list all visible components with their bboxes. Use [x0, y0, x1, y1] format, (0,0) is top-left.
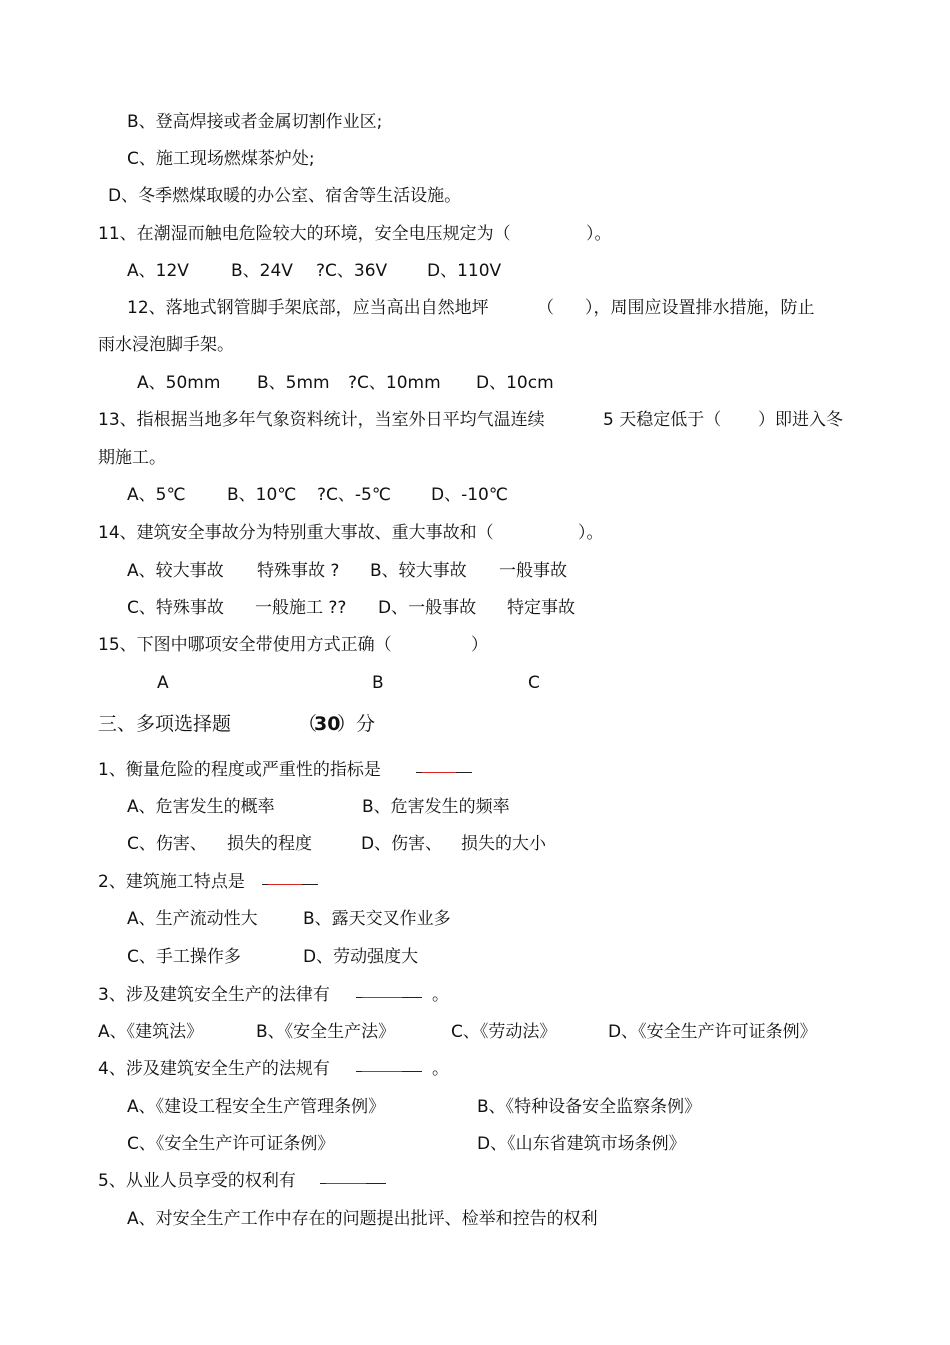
q15-stem: 15、下图中哪项安全带使用方式正确（ — [98, 635, 392, 655]
q13-stem: 13、指根据当地多年气象资料统计，当室外日平均气温连续 — [98, 410, 545, 430]
q12-option-c: ?C、10mm — [348, 373, 441, 393]
q14-option-b-1: B、较大事故 — [370, 561, 467, 581]
m2-option-d: D、劳动强度大 — [303, 947, 419, 967]
q12-option-d: D、10cm — [476, 373, 554, 393]
m4-option-a: A、《建设工程安全生产管理条例》 — [127, 1097, 386, 1117]
q13-option-c: ?C、-5℃ — [317, 485, 391, 505]
q11-option-b: B、24V — [231, 261, 293, 281]
q10-option-b: B、登高焊接或者金属切割作业区; — [127, 112, 383, 132]
m2-option-b: B、露天交叉作业多 — [303, 909, 451, 929]
q15-label-c: C — [528, 673, 540, 693]
m2-stem: 2、建筑施工特点是 — [98, 872, 245, 892]
q15-label-a: A — [157, 673, 169, 693]
q11-option-d: D、110V — [427, 261, 502, 281]
q12-stem-line2: 雨水浸泡脚手架。 — [98, 335, 234, 355]
q13-option-b: B、10℃ — [227, 485, 297, 505]
q14-option-b-2: 一般事故 — [499, 561, 567, 581]
m3-option-c: C、《劳动法》 — [451, 1022, 557, 1042]
q14-option-a-1: A、较大事故 — [127, 561, 224, 581]
q15-paren-close: ） — [471, 635, 488, 655]
m4-option-b: B、《特种设备安全监察条例》 — [477, 1097, 702, 1117]
q14-stem: 14、建筑安全事故分为特别重大事故、重大事故和（ — [98, 523, 494, 543]
m4-stem: 4、涉及建筑安全生产的法规有 — [98, 1059, 330, 1079]
section-three-paren-open: （ — [298, 713, 318, 735]
q13-option-d: D、-10℃ — [431, 485, 508, 505]
q14-option-d-1: D、一般事故 — [378, 598, 477, 618]
m1-option-c-2: 损失的程度 — [227, 834, 312, 854]
q13-stem-line2: 期施工。 — [98, 448, 166, 468]
m2-option-a: A、生产流动性大 — [127, 909, 258, 929]
section-three-title: 三、多项选择题 — [98, 713, 232, 735]
m1-answer-blank — [416, 759, 472, 781]
m4-option-d: D、《山东省建筑市场条例》 — [477, 1134, 686, 1154]
q12-paren-open: （ — [537, 298, 554, 318]
q11-option-c: ?C、36V — [316, 261, 388, 281]
m2-option-c: C、手工操作多 — [127, 947, 241, 967]
m1-option-c-1: C、伤害、 — [127, 834, 207, 854]
m1-option-b: B、危害发生的频率 — [362, 797, 510, 817]
m2-answer-blank — [262, 871, 318, 893]
m3-answer-blank — [356, 984, 422, 1006]
m4-answer-blank — [356, 1058, 422, 1080]
m5-answer-blank — [320, 1170, 386, 1192]
q12-stem-rest: ），周围应设置排水措施，防止 — [585, 298, 815, 318]
q15-label-b: B — [372, 673, 384, 693]
q12-option-b: B、5mm — [257, 373, 330, 393]
m3-option-a: A、《建筑法》 — [98, 1022, 204, 1042]
m1-option-a: A、危害发生的概率 — [127, 797, 275, 817]
m1-option-d-1: D、伤害、 — [361, 834, 443, 854]
q13-stem-part3: ）即进入冬 — [758, 410, 843, 430]
m3-option-d: D、《安全生产许可证条例》 — [608, 1022, 817, 1042]
m4-option-c: C、《安全生产许可证条例》 — [127, 1134, 335, 1154]
q14-option-c-1: C、特殊事故 — [127, 598, 224, 618]
m3-option-b: B、《安全生产法》 — [256, 1022, 396, 1042]
q14-option-d-2: 特定事故 — [507, 598, 575, 618]
q10-option-c: C、施工现场燃煤茶炉处; — [127, 149, 315, 169]
q13-stem-part2: 5 天稳定低于（ — [603, 410, 722, 430]
m3-stem: 3、涉及建筑安全生产的法律有 — [98, 985, 330, 1005]
q14-option-a-2: 特殊事故 ? — [257, 561, 340, 581]
q11-stem: 11、在潮湿而触电危险较大的环境，安全电压规定为（ — [98, 224, 511, 244]
m1-option-d-2: 损失的大小 — [461, 834, 546, 854]
q14-option-c-2: 一般施工 ?? — [255, 598, 347, 618]
q12-stem: 12、落地式钢管脚手架底部，应当高出自然地坪 — [127, 298, 489, 318]
m1-stem: 1、衡量危险的程度或严重性的指标是 — [98, 760, 381, 780]
q12-option-a: A、50mm — [137, 373, 221, 393]
section-three-score: 30 — [314, 713, 341, 735]
q10-option-d: D、冬季燃煤取暖的办公室、宿舍等生活设施。 — [108, 186, 462, 206]
m5-stem: 5、从业人员享受的权利有 — [98, 1171, 296, 1191]
q14-paren-close: ）。 — [578, 523, 604, 543]
m5-option-a: A、对安全生产工作中存在的问题提出批评、检举和控告的权利 — [127, 1209, 598, 1229]
m4-period: 。 — [432, 1059, 449, 1079]
q13-option-a: A、5℃ — [127, 485, 186, 505]
q11-paren-close: ）。 — [586, 224, 612, 244]
section-three-paren-close: ）分 — [337, 713, 376, 735]
m3-period: 。 — [432, 985, 449, 1005]
q11-option-a: A、12V — [127, 261, 189, 281]
